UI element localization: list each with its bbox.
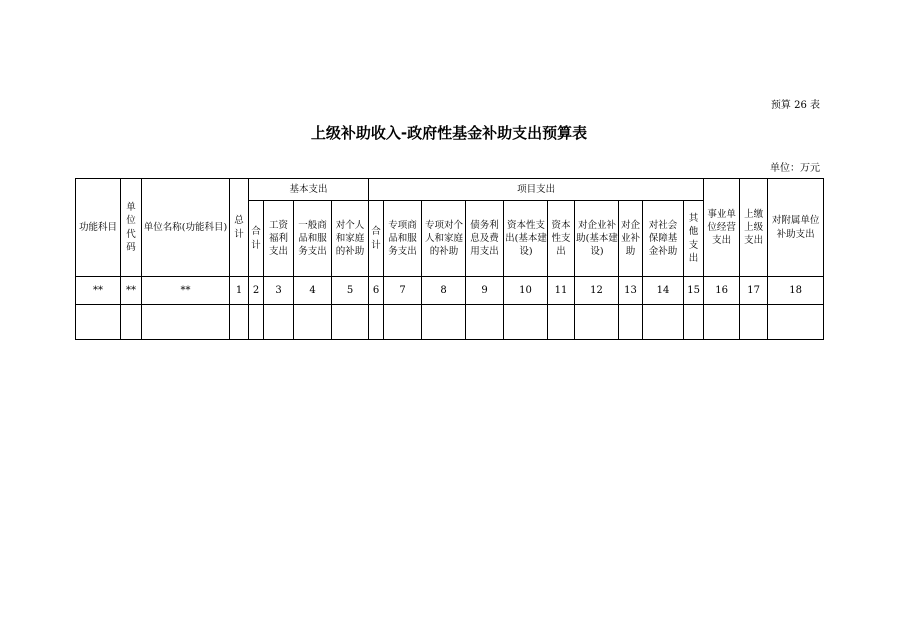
index-cell: 16 [704, 277, 740, 305]
index-row [76, 277, 824, 305]
header-operating-expenditure-text: 事业单位经营支出 [707, 208, 736, 247]
table-cell [264, 305, 294, 340]
index-cell: 7 [384, 277, 422, 305]
header-total [230, 179, 249, 277]
header-household-subsidy [332, 201, 369, 277]
header-social-security-text: 对社会保障基金补助 [648, 219, 678, 258]
header-wages-text: 工资福利支出 [268, 219, 288, 258]
index-cell: 5 [332, 277, 369, 305]
header-household-subsidy-text: 对个人和家庭的补助 [335, 219, 365, 258]
index-cell: 10 [504, 277, 548, 305]
table-cell [548, 305, 575, 340]
table-cell [142, 305, 230, 340]
header-special-goods-text: 专项商品和服务支出 [388, 219, 417, 258]
index-cell: 6 [369, 277, 384, 305]
table-cell [121, 305, 142, 340]
index-cell: 1 [230, 277, 249, 305]
header-enterprise-construction [575, 201, 619, 277]
table-cell [466, 305, 504, 340]
header-capital-text: 资本性支出 [551, 219, 571, 258]
header-wages [264, 201, 294, 277]
header-subsidiary-subsidy [768, 179, 824, 277]
header-capital-construction-text: 资本性支出(基本建设) [505, 219, 547, 258]
header-project-subtotal-text: 合计 [371, 226, 381, 251]
table-cell [384, 305, 422, 340]
header-project-subtotal [369, 201, 384, 277]
index-cell: 4 [294, 277, 332, 305]
index-cell: 3 [264, 277, 294, 305]
form-number: 预算 26 表 [770, 100, 820, 111]
index-cell: ** [142, 277, 230, 305]
index-cell: 14 [643, 277, 684, 305]
header-enterprise [619, 201, 643, 277]
index-cell: 8 [422, 277, 466, 305]
header-remit-superior [740, 179, 768, 277]
header-basic-expenditure: 基本支出 [249, 179, 369, 201]
budget-table [75, 178, 824, 340]
index-cell: 11 [548, 277, 575, 305]
header-debt-interest-text: 债务利息及费用支出 [470, 219, 499, 258]
header-capital [548, 201, 575, 277]
header-unit-code [121, 179, 142, 277]
header-social-security [643, 201, 684, 277]
unit-label: 单位：万元 [770, 163, 820, 174]
table-cell [504, 305, 548, 340]
header-goods-services-text: 一般商品和服务支出 [298, 219, 327, 258]
header-unit-code-text: 单位代码 [126, 201, 136, 253]
table-cell [76, 305, 121, 340]
index-cell: 17 [740, 277, 768, 305]
header-enterprise-construction-text: 对企业补助(基本建设) [576, 219, 618, 258]
header-function-subject: 功能科目 [76, 179, 121, 277]
table-cell [684, 305, 704, 340]
header-subsidiary-subsidy-text: 对附属单位补助支出 [771, 215, 820, 240]
header-goods-services [294, 201, 332, 277]
header-capital-construction [504, 201, 548, 277]
header-project-expenditure: 项目支出 [369, 179, 704, 201]
table-cell [249, 305, 264, 340]
index-cell: 12 [575, 277, 619, 305]
header-basic-subtotal [249, 201, 264, 277]
index-cell: 15 [684, 277, 704, 305]
table-cell [294, 305, 332, 340]
header-operating-expenditure [704, 179, 740, 277]
header-remit-superior-text: 上缴上级支出 [744, 208, 764, 247]
header-basic-subtotal-text: 合计 [251, 226, 261, 251]
header-unit-name: 单位名称(功能科目) [142, 179, 230, 277]
table-cell [332, 305, 369, 340]
index-cell: ** [121, 277, 142, 305]
page-title: 上级补助收入-政府性基金补助支出预算表 [310, 124, 588, 142]
index-cell: 9 [466, 277, 504, 305]
header-enterprise-text: 对企业补助 [621, 219, 641, 258]
table-cell [740, 305, 768, 340]
header-special-goods [384, 201, 422, 277]
table-cell [768, 305, 824, 340]
index-cell: 18 [768, 277, 824, 305]
header-other-text: 其他支出 [688, 212, 699, 264]
table-cell [369, 305, 384, 340]
table-cell [643, 305, 684, 340]
header-debt-interest [466, 201, 504, 277]
header-special-household-text: 专项对个人和家庭的补助 [425, 219, 464, 258]
table-cell [422, 305, 466, 340]
table-cell [575, 305, 619, 340]
table-row [76, 305, 824, 340]
table-cell [230, 305, 249, 340]
index-cell: ** [76, 277, 121, 305]
header-special-household [422, 201, 466, 277]
index-cell: 2 [249, 277, 264, 305]
header-other [684, 201, 704, 277]
header-total-text: 总计 [234, 215, 244, 240]
table-cell [704, 305, 740, 340]
index-cell: 13 [619, 277, 643, 305]
table-cell [619, 305, 643, 340]
